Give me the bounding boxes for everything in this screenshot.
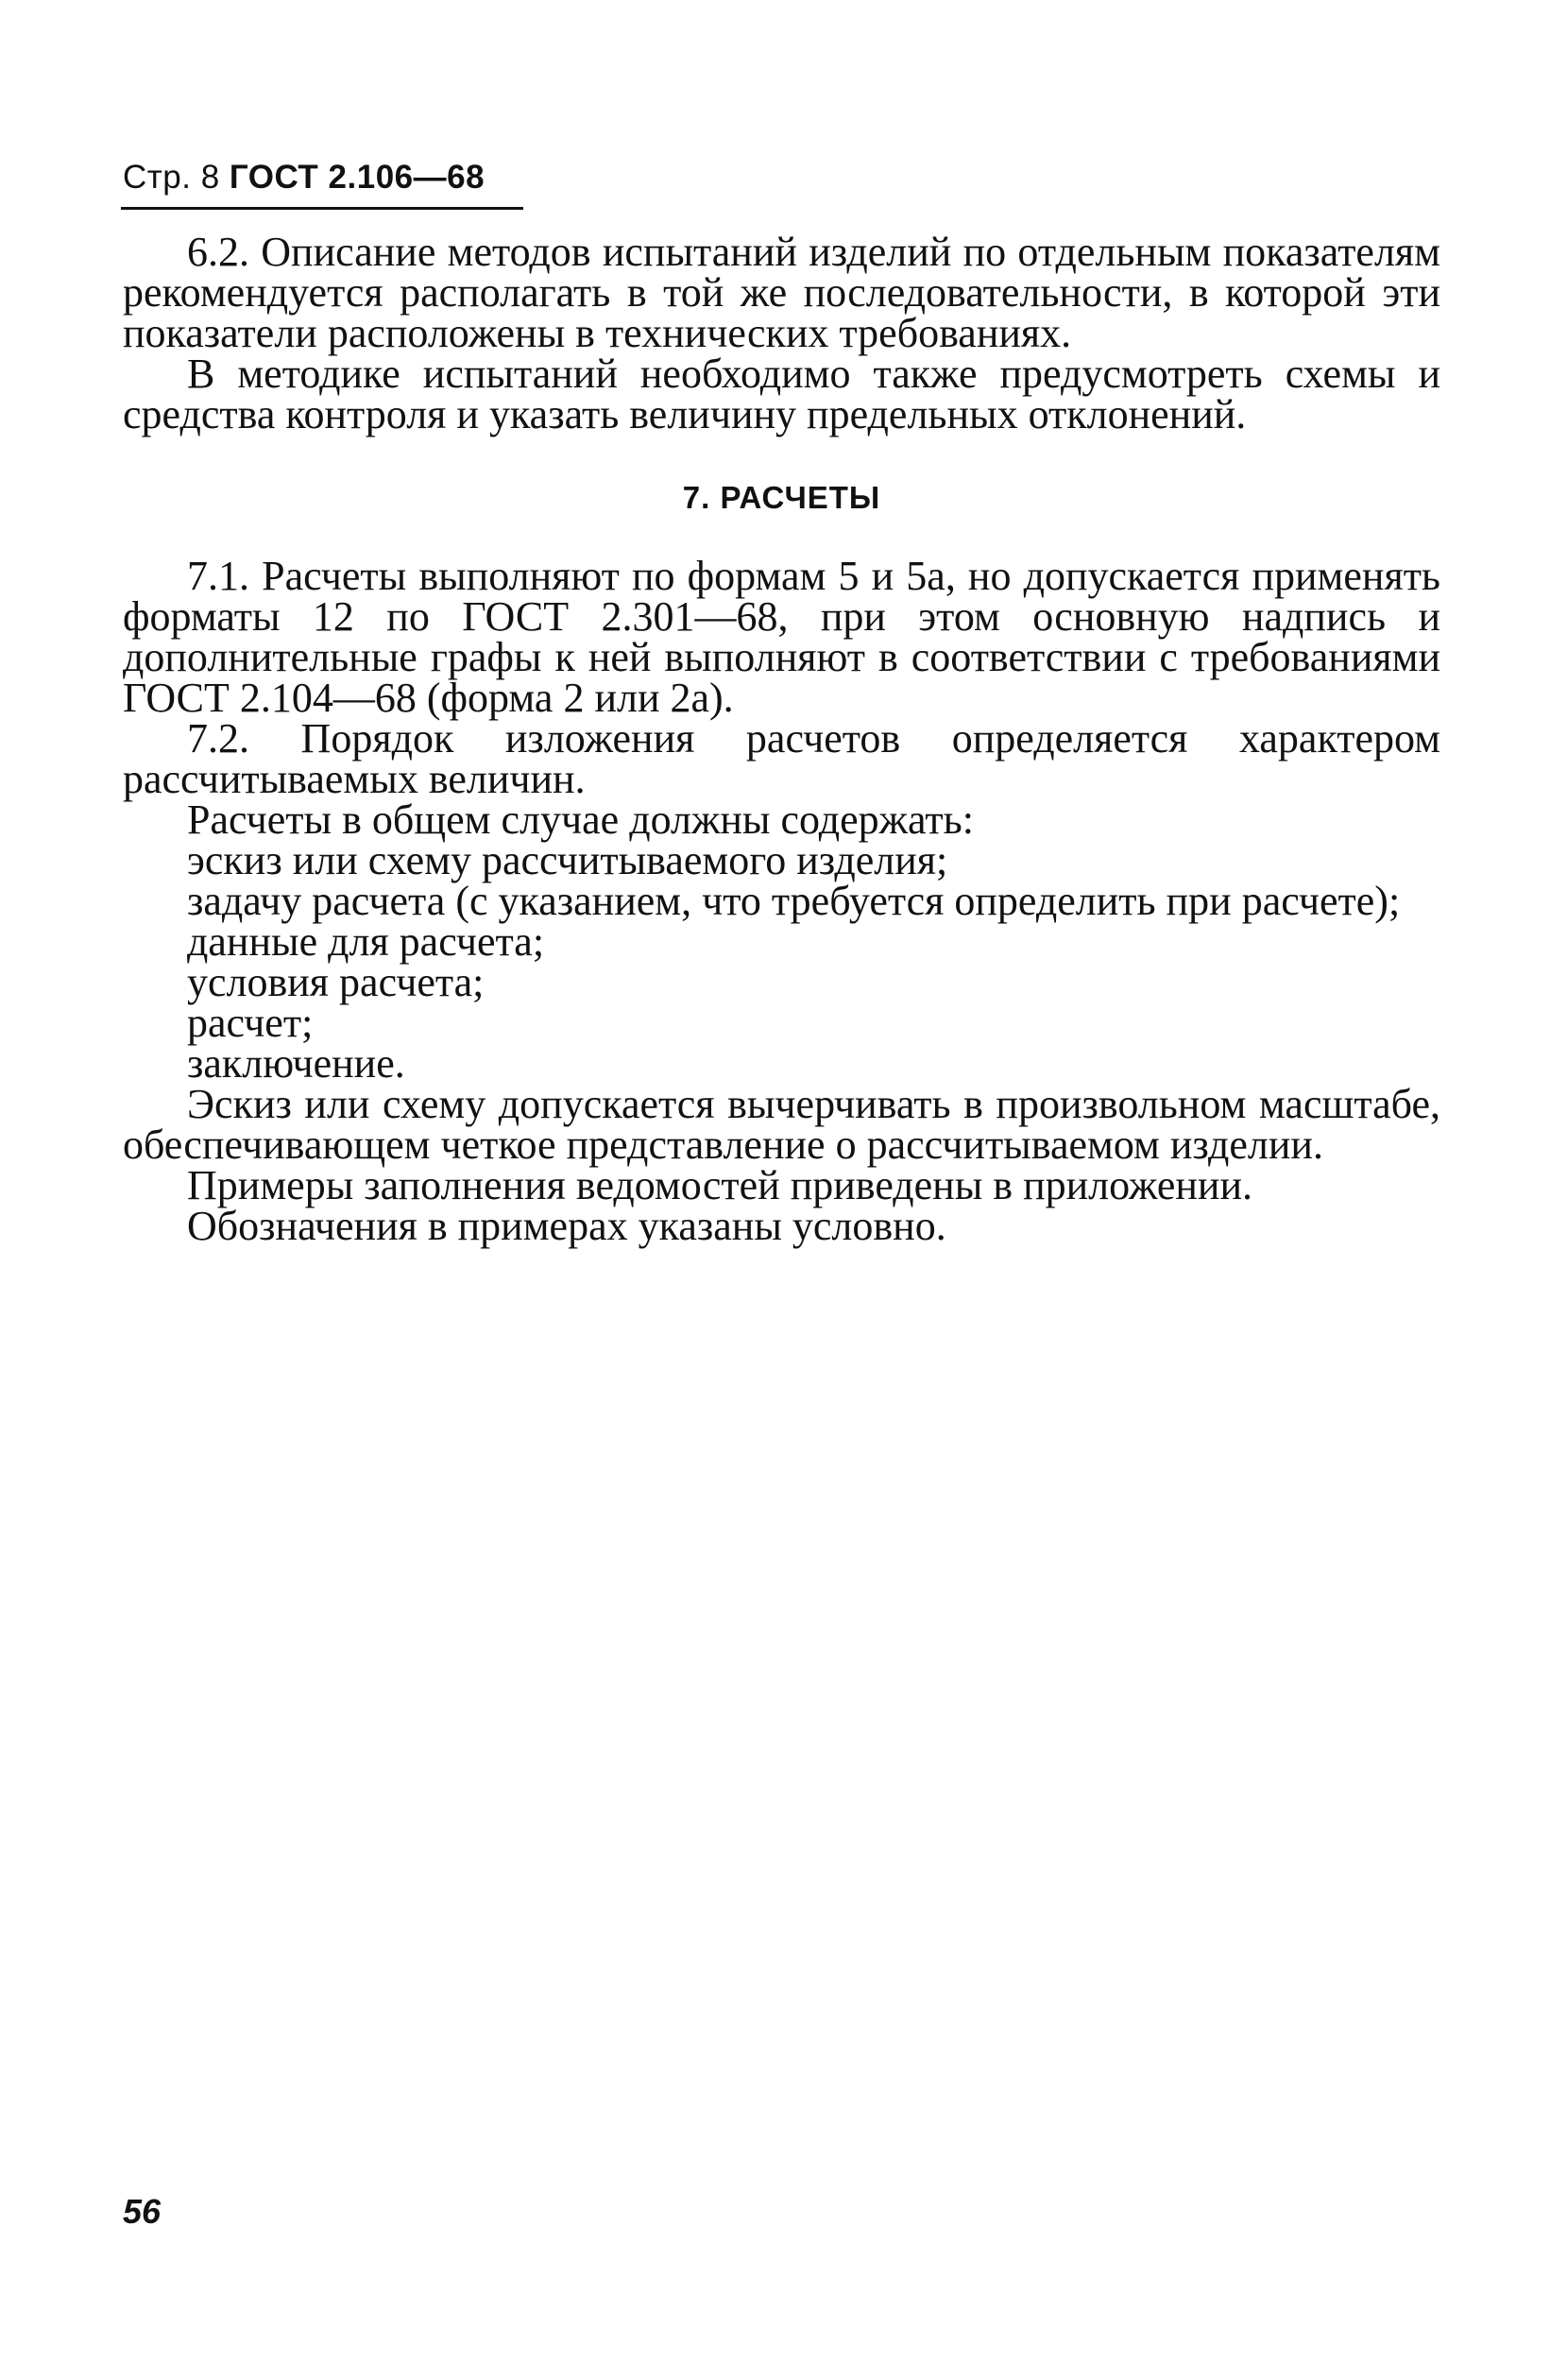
list-item-data: данные для расчета; bbox=[187, 918, 545, 965]
list-item-conclusion: заключение. bbox=[187, 1040, 405, 1087]
list-item-task: задачу расчета (с указанием, что требуется определить при расчете); bbox=[187, 878, 1401, 924]
paragraph-contents-intro: Расчеты в общем случае должны содержать: bbox=[187, 796, 974, 843]
section-title-calculations: 7. РАСЧЕТЫ bbox=[682, 480, 881, 515]
paragraph-6-2-methods: В методике испытаний необходимо также предусмотреть схемы и средства контроля и указать величину предельных отклонений. bbox=[123, 351, 1440, 437]
header-page-ref: Стр. 8 bbox=[123, 159, 220, 196]
paragraph-6-2: 6.2. Описание методов испытаний изделий по отдельным показателям рекомендуется располагать в той же последовательности, в которой эти показатели расположены в технических требованиях. bbox=[123, 229, 1440, 356]
paragraph-sketch-scale: Эскиз или схему допускается вычерчивать в произвольном масштабе, обеспечивающем четкое представление о рассчитываемом изделии. bbox=[123, 1081, 1440, 1168]
list-item-calculation: расчет; bbox=[187, 1000, 314, 1046]
page-header bbox=[123, 159, 485, 197]
paragraph-notation: Обозначения в примерах указаны условно. bbox=[187, 1203, 946, 1249]
header-rule bbox=[121, 207, 523, 210]
paragraph-examples: Примеры заполнения ведомостей приведены в приложении. bbox=[187, 1162, 1253, 1208]
header-standard: ГОСТ 2.106—68 bbox=[229, 159, 485, 196]
document-body bbox=[123, 229, 1440, 1249]
paragraph-7-2: 7.2. Порядок изложения расчетов определяется характером рассчитываемых величин. bbox=[123, 715, 1440, 802]
list-item-conditions: условия расчета; bbox=[187, 959, 485, 1005]
page-number: 56 bbox=[123, 2192, 162, 2231]
paragraph-7-1: 7.1. Расчеты выполняют по формам 5 и 5а, но допускается применять форматы 12 по ГОСТ 2.301—68, при этом основную надпись и дополнительные графы к ней выполняют в соответствии с требованиями ГОСТ 2.104—68 (форма 2 или 2а). bbox=[123, 553, 1440, 721]
list-item-sketch: эскиз или схему рассчитываемого изделия; bbox=[187, 837, 948, 883]
